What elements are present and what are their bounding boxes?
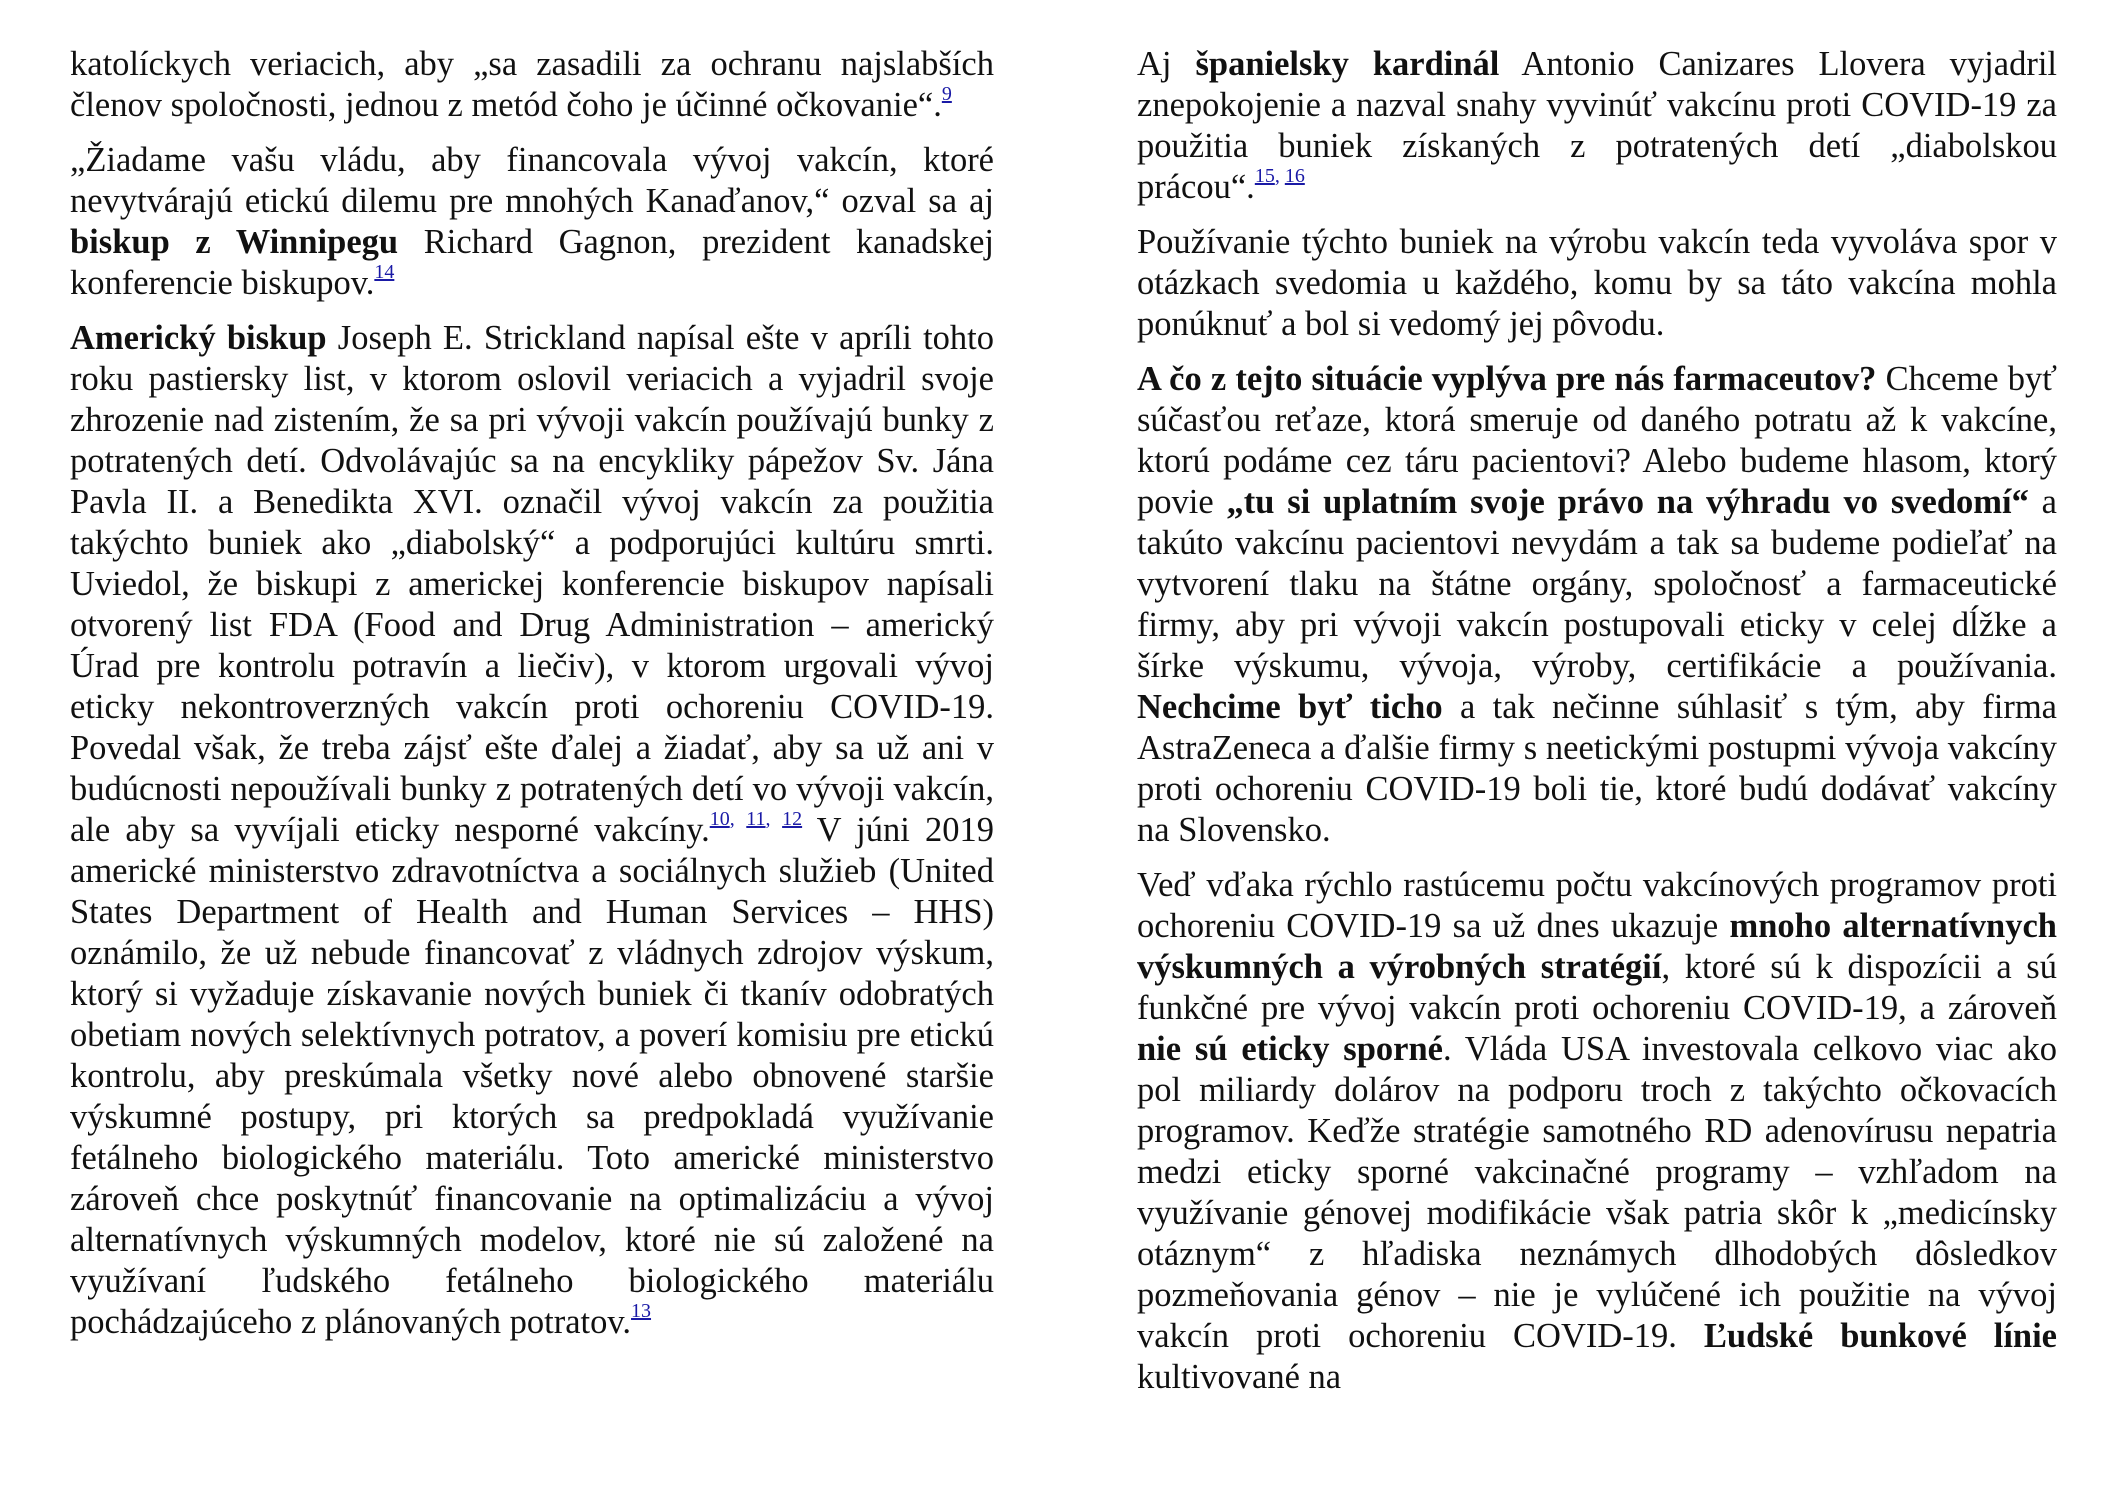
bold-phrase: mnoho alternatívnych výskumných a výrobných stratégií: [1137, 907, 2057, 986]
footnote-separator: ,: [1274, 165, 1285, 187]
left-column: [70, 44, 994, 1357]
text-run: Používanie týchto buniek na výrobu vakcín teda vyvoláva spor v otázkach svedomia u každého, komu by sa táto vakcína mohla ponúknuť a bol si vedomý jej pôvodu.: [1137, 223, 2057, 343]
text-run: a takúto vakcínu pacientovi nevydám a tak sa budeme podieľať na vytvorení tlaku na štátne orgány, spoločnosť a farmaceutické firmy, aby pri vývoji vakcín postupovali eticky v celej dĺžke a šírke výskumu, vývoja, výroby, certifikácie a používania.: [1137, 483, 2057, 685]
bold-phrase: nie sú eticky sporné: [1137, 1030, 1443, 1068]
footnote-link[interactable]: 11: [746, 808, 766, 830]
text-run: Joseph E. Strickland napísal ešte v apríli tohto roku pastiersky list, v ktorom oslovil veriacich a vyjadril svoje zhrozenie nad zistením, že sa pri vývoji vakcín používajú bunky z potratených detí. Odvolávajúc sa na encykliky pápežov Sv. Jána Pavla II. a Benedikta XVI. označil vývoj vakcín za použitia takýchto buniek ako „diabolský“ a podporujúci kultúru smrti. Uviedol, že biskupi z americkej konferencie biskupov napísali otvorený list FDA (Food and Drug Administration – americký Úrad pre kontrolu potravín a liečiv), v ktorom urgovali vývoj eticky nekontroverzných vakcín proti ochoreniu COVID-19. Povedal však, že treba zájsť ešte ďalej a žiadať, aby sa už ani v budúcnosti nepoužívali bunky z potratených detí vo vývoji vakcín, ale aby sa vyvíjali eticky nesporné vakcíny.: [70, 319, 995, 849]
text-run: „Žiadame vašu vládu, aby financovala vývoj vakcín, ktoré nevytvárajú etickú dilemu pre mnohých Kanaďanov,“ ozval sa aj: [70, 141, 994, 220]
footnote-ref-13[interactable]: [631, 1300, 651, 1322]
footnote-link[interactable]: 15: [1254, 165, 1275, 187]
footnote-separator: ,: [729, 808, 747, 830]
paragraph-right-1: [1137, 44, 2057, 208]
footnote-link[interactable]: 13: [631, 1300, 652, 1322]
text-run: . Vláda USA investovala celkovo viac ako pol miliardy dolárov na podporu troch z takýchto očkovacích programov. Keďže stratégie samotného RD adenovírusu nepatria medzi eticky sporné vakcinačné programy – vzhľadom na využívanie génovej modifikácie však patria skôr k „medicínsky otáznym“ z hľadiska neznámych dlhodobých dôsledkov pozmeňovania génov – nie je vylúčené ich použitie na vývoj vakcín proti ochoreniu COVID-19.: [1137, 1030, 2057, 1355]
bold-phrase: Ľudské bunkové línie: [1703, 1317, 2057, 1355]
footnote-link[interactable]: 9: [941, 83, 952, 105]
text-run: Chceme byť súčasťou reťaze, ktorá smeruje od daného potratu až k vakcíne, ktorú podáme cez táru pacientovi? Alebo budeme hlasom, ktorý povie: [1137, 360, 2057, 521]
footnote-ref-group-15-16[interactable]: [1255, 165, 1305, 187]
paragraph-left-3: [70, 318, 994, 1343]
footnote-link[interactable]: 12: [782, 808, 803, 830]
footnote-ref-14[interactable]: [374, 261, 394, 283]
text-run: Veď vďaka rýchlo rastúcemu počtu vakcínových programov proti ochoreniu COVID-19 sa už dnes ukazuje: [1137, 866, 2057, 945]
right-column: [1137, 44, 2057, 1412]
footnote-link[interactable]: 14: [374, 261, 395, 283]
footnote-separator: ,: [765, 808, 783, 830]
text-run: Aj: [1137, 45, 1196, 83]
bold-phrase: „tu si uplatním svoje právo na výhradu vo svedomí“: [1226, 483, 2029, 521]
bold-phrase: španielsky kardinál: [1195, 45, 1500, 83]
text-run: a tak nečinne súhlasiť s tým, aby firma AstraZeneca a ďalšie firmy s neetickými postupmi vývoja vakcíny proti ochoreniu COVID-19 boli tie, ktoré budú dodávať vakcíny na Slovensko.: [1137, 688, 2057, 849]
bold-phrase: Nechcime byť ticho: [1137, 688, 1443, 726]
text-run: katolíckych veriacich, aby „sa zasadili za ochranu najslabších členov spoločnosti, jednou z metód čoho je účinné očkovanie“.: [70, 45, 994, 124]
text-run: V júni 2019 americké ministerstvo zdravotníctva a sociálnych služieb (United States Department of Health and Human Services – HHS) oznámilo, že už nebude financovať z vládnych zdrojov výskum, ktorý si vyžaduje získavanie nových buniek či tkanív odobratých obetiam nových selektívnych potratov, a poverí komisiu pre etickú kontrolu, aby preskúmala všetky nové alebo obnovené staršie výskumné postupy, pri ktorých sa predpokladá využívanie fetálneho biologického materiálu. Toto americké ministerstvo zároveň chce poskytnúť financovanie na optimalizáciu a vývoj alternatívnych výskumných modelov, ktoré nie sú založené na využívaní ľudského fetálneho biologického materiálu pochádzajúceho z plánovaných potratov.: [70, 811, 995, 1341]
bold-phrase: A čo z tejto situácie vyplýva pre nás farmaceutov?: [1137, 360, 1877, 398]
footnote-link[interactable]: 10: [709, 808, 730, 830]
bold-phrase: biskup z Winnipegu: [70, 223, 399, 261]
text-run: kultivované na: [1137, 1358, 1342, 1396]
footnote-ref-group-10-12[interactable]: [710, 808, 802, 830]
paragraph-left-1: [70, 44, 994, 126]
bold-phrase: Americký biskup: [70, 319, 327, 357]
paragraph-right-3: [1137, 359, 2057, 851]
paragraph-right-2: [1137, 222, 2057, 345]
text-run: , ktoré sú k dispozícii a sú funkčné pre vývoj vakcín proti ochoreniu COVID-19, a zároveň: [1137, 948, 2057, 1027]
paragraph-right-4: [1137, 865, 2057, 1398]
paragraph-left-2: [70, 140, 994, 304]
footnote-link[interactable]: 16: [1284, 165, 1305, 187]
text-run: Antonio Canizares Llovera vyjadril znepokojenie a nazval snahy vyvinúť vakcínu proti COVID-19 za použitia buniek získaných z potratených detí „diabolskou prácou“.: [1137, 45, 2057, 206]
text-run: Richard Gagnon, prezident kanadskej konferencie biskupov.: [70, 223, 994, 302]
footnote-ref-9[interactable]: [942, 83, 952, 105]
